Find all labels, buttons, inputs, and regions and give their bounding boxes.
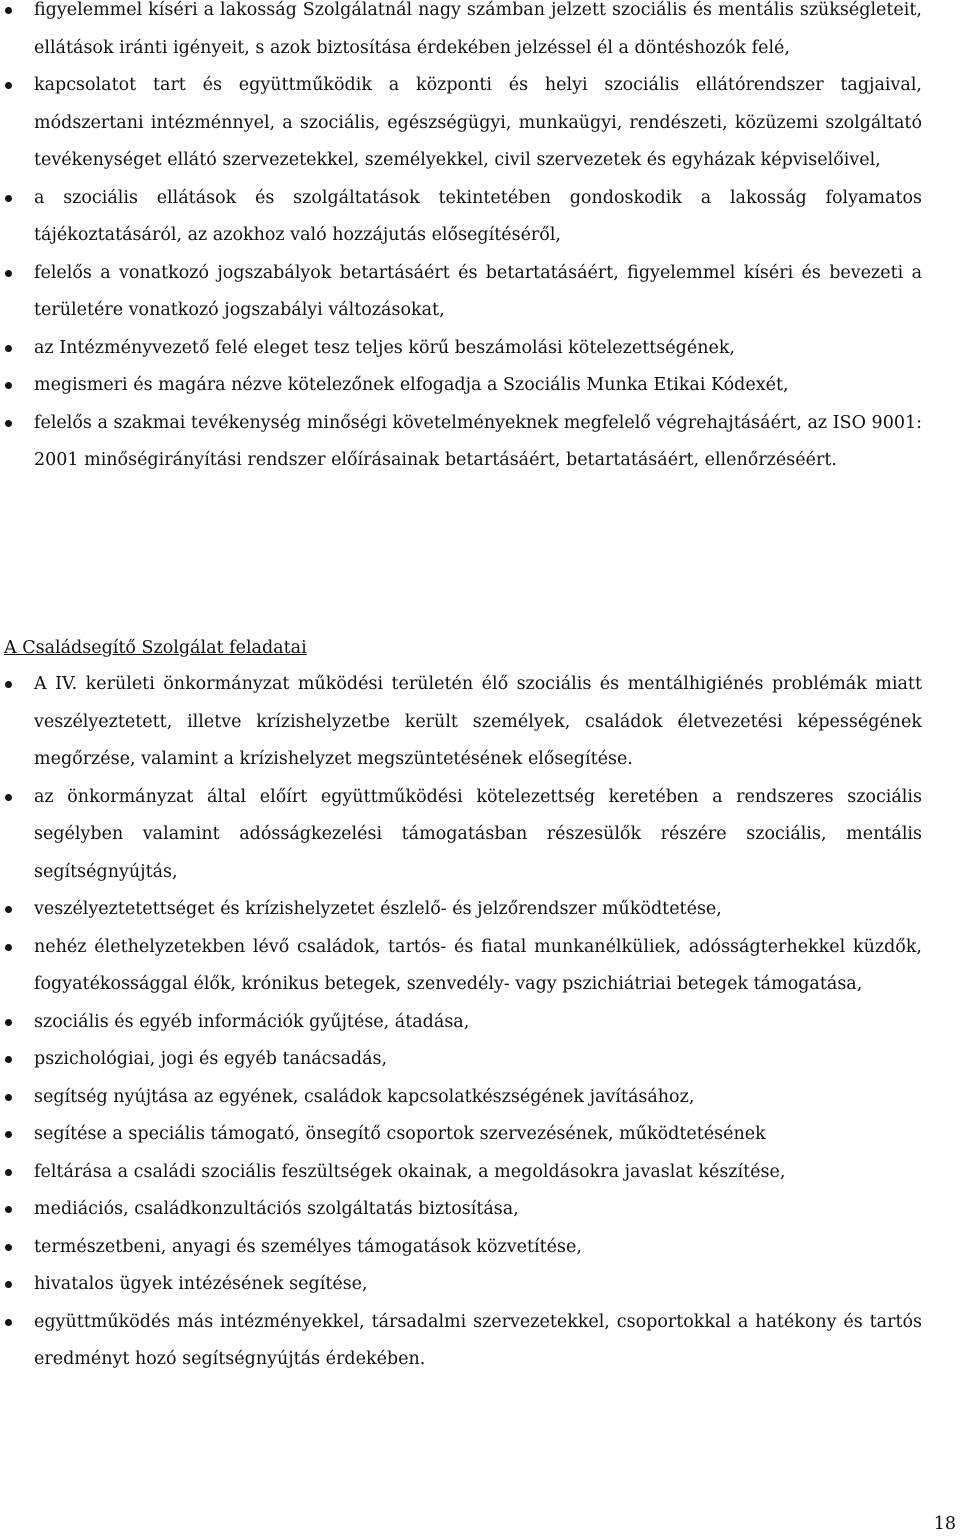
section-heading: A Családsegítő Szolgálat feladatai	[4, 638, 307, 658]
bullet-icon	[5, 82, 12, 89]
list-item	[34, 1041, 922, 1079]
list-item	[34, 1004, 922, 1042]
list-item	[34, 0, 922, 67]
list-item-text: felelős a vonatkozó jogszabályok betartásáért és betartatásáért, figyelemmel kíséri és bevezeti a területére vonatkozó jogszabályi változásokat,	[34, 262, 922, 320]
list-item-text: segítése a speciális támogató, önsegítő csoportok szervezésének, működtetésének	[34, 1124, 766, 1144]
list-item	[34, 666, 922, 779]
list-item-text: A IV. kerületi önkormányzat működési területén élő szociális és mentálhigiénés problémák miatt veszélyeztetett, illetve krízishelyzetbe került személyek, családok életvezetési képességének megőrzése, valamint a krízishelyzet megszüntetésének elősegítése.	[34, 674, 922, 769]
bullet-icon	[5, 1131, 12, 1138]
bullet-icon	[5, 1056, 12, 1063]
list-item	[34, 1229, 922, 1267]
list-item	[34, 1116, 922, 1154]
list-item	[34, 1304, 922, 1379]
list-item-text: mediációs, családkonzultációs szolgáltatás biztosítása,	[34, 1199, 519, 1219]
bullet-icon	[5, 1244, 12, 1251]
bullet-icon	[5, 1281, 12, 1288]
bullet-icon	[5, 1019, 12, 1026]
list-item-text: felelős a szakmai tevékenység minőségi követelményeknek megfelelő végrehajtásáért, az ISO 9001: 2001 minőségirányítási rendszer előírásainak betartásáért, betartatásáért, ellenőrzéséért.	[34, 412, 922, 470]
list-item	[34, 1266, 922, 1304]
list-item-text: együttműködés más intézményekkel, társadalmi szervezetekkel, csoportokkal a hatékony és tartós eredményt hozó segítségnyújtás érdekében.	[34, 1311, 922, 1369]
bullet-icon	[5, 382, 12, 389]
bullet-icon	[5, 195, 12, 202]
bullet-icon	[5, 1169, 12, 1176]
list-item-text: segítség nyújtása az egyének, családok kapcsolatkészségének javításához,	[34, 1086, 695, 1107]
duties-list-family-service	[0, 666, 922, 1379]
bullet-icon	[5, 681, 12, 688]
list-item	[34, 255, 922, 330]
duties-list-general	[0, 0, 922, 480]
list-item-text: feltárása a családi szociális feszültségek okainak, a megoldásokra javaslat készítése,	[34, 1161, 786, 1182]
list-item-text: veszélyeztetettséget és krízishelyzetet észlelő- és jelzőrendszer működtetése,	[34, 899, 722, 919]
list-item	[34, 1191, 922, 1229]
list-item	[34, 330, 922, 368]
list-item-text: nehéz élethelyzetekben lévő családok, tartós- és fiatal munkanélküliek, adósságterhekkel küzdők, fogyatékossággal élők, krónikus betegek, szenvedély- vagy pszichiátriai betegek támogatása,	[34, 936, 922, 994]
bullet-icon	[5, 1094, 12, 1101]
list-item-text: az Intézményvezető felé eleget tesz teljes körű beszámolási kötelezettségének,	[34, 337, 735, 358]
bullet-icon	[5, 270, 12, 277]
list-item-text: az önkormányzat által előírt együttműködési kötelezettség keretében a rendszeres szociális segélyben valamint adósságkezelési támogatásban részesülők részére szociális, mentális segítségnyújtás,	[34, 786, 922, 882]
list-item	[34, 1154, 922, 1192]
list-item	[34, 67, 922, 180]
list-item-text: hivatalos ügyek intézésének segítése,	[34, 1274, 368, 1294]
bullet-icon	[5, 345, 12, 352]
list-item	[34, 1079, 922, 1117]
list-item-text: figyelemmel kíséri a lakosság Szolgálatnál nagy számban jelzett szociális és mentális szükségleteit, ellátások iránti igényeit, s azok biztosítása érdekében jelzéssel él a döntéshozók felé,	[34, 0, 922, 58]
list-item	[34, 405, 922, 480]
bullet-icon	[5, 1319, 12, 1326]
bullet-icon	[5, 906, 12, 913]
bullet-icon	[5, 1206, 12, 1213]
list-item	[34, 891, 922, 929]
list-item-text: kapcsolatot tart és együttműködik a központi és helyi szociális ellátórendszer tagjaival, módszertani intézménnyel, a szociális, egészségügyi, munkaügyi, rendészeti, közüzemi szolgáltató tevékenységet ellátó szervezetekkel, személyekkel, civil szervezetek és egyházak képviselőivel,	[34, 75, 922, 170]
bullet-icon	[5, 944, 12, 951]
bullet-icon	[5, 420, 12, 427]
bullet-icon	[5, 7, 12, 14]
list-item	[34, 779, 922, 892]
list-item	[34, 180, 922, 255]
page-number: 18	[933, 1514, 956, 1534]
list-item-text: természetbeni, anyagi és személyes támogatások közvetítése,	[34, 1236, 582, 1257]
bullet-icon	[5, 794, 12, 801]
list-item-text: a szociális ellátások és szolgáltatások tekintetében gondoskodik a lakosság folyamatos tájékoztatásáról, az azokhoz való hozzájutás elősegítéséről,	[34, 187, 922, 245]
list-item	[34, 367, 922, 405]
list-item-text: megismeri és magára nézve kötelezőnek elfogadja a Szociális Munka Etikai Kódexét,	[34, 375, 789, 395]
list-item-text: pszichológiai, jogi és egyéb tanácsadás,	[34, 1049, 388, 1069]
list-item	[34, 929, 922, 1004]
list-item-text: szociális és egyéb információk gyűjtése, átadása,	[34, 1011, 470, 1032]
